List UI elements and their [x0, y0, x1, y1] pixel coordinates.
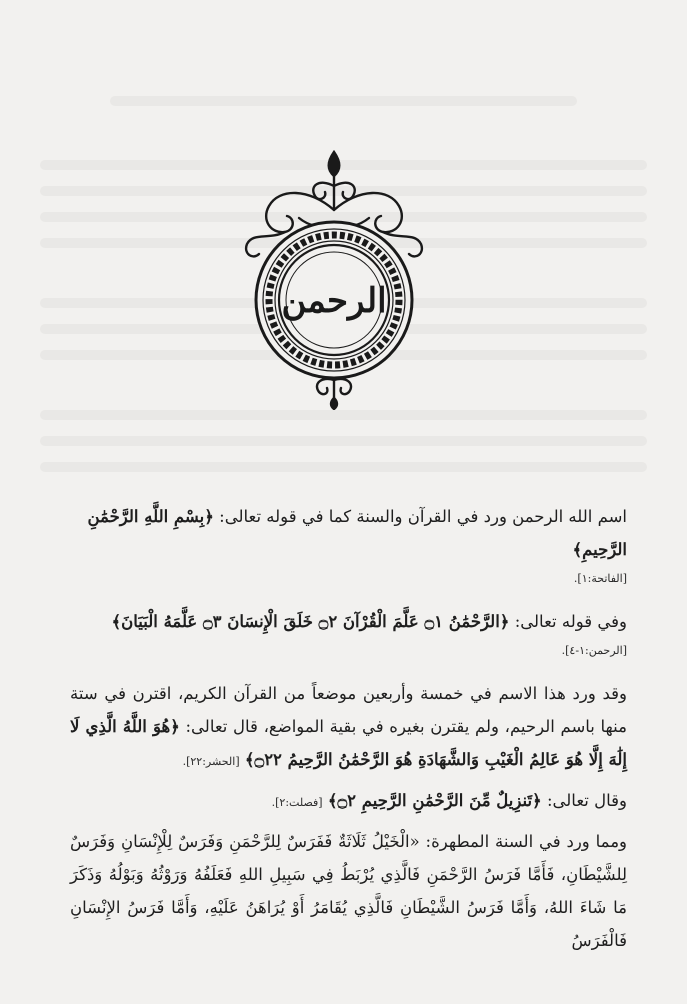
- paragraph-1-text: اسم الله الرحمن ورد في القرآن والسنة كما في قوله تعالى:: [213, 507, 627, 526]
- paragraph-4-text: وقال تعالى:: [541, 791, 627, 810]
- paragraph-3-text: وقد ورد هذا الاسم في خمسة وأربعين موضعاً من القرآن الكريم، اقترن في ستة منها باسم الرحيم، ولم يقترن بغيره في بقية المواضع، قال تعالى:: [70, 684, 627, 736]
- show-through-line: [40, 410, 647, 420]
- paragraph-2-text: وفي قوله تعالى:: [509, 612, 627, 631]
- main-text: [70, 500, 627, 957]
- paragraph-5: [70, 825, 627, 957]
- paragraph-2: [70, 605, 627, 638]
- quran-verse: ﴿هُوَ اللَّهُ الَّذِي لَا إِلَٰهَ إِلَّا هُوَ عَالِمُ الْغَيْبِ وَالشَّهَادَةِ هُوَ الرَّحْمَٰنُ الرَّحِيمُ ۝٢٢﴾: [70, 717, 627, 769]
- verse-reference: [الفاتحة:١].: [573, 572, 627, 585]
- show-through-line: [40, 436, 647, 446]
- verse-reference: [فصلت:٢].: [271, 796, 323, 809]
- reference-line: [70, 562, 627, 595]
- quran-verse: ﴿الرَّحْمَٰنُ ۝١ عَلَّمَ الْقُرْآنَ ۝٢ خَلَقَ الْإِنسَانَ ۝٣ عَلَّمَهُ الْبَيَانَ﴾: [111, 612, 510, 631]
- verse-reference: [الحشر:٢٢].: [182, 755, 240, 768]
- show-through-line: [110, 96, 577, 106]
- verse-reference: [الرحمن:١-٤].: [561, 644, 627, 657]
- quran-verse: ﴿تَنزِيلٌ مِّنَ الرَّحْمَٰنِ الرَّحِيمِ ۝٢﴾: [327, 791, 542, 810]
- ornament-title: الرحمن: [281, 281, 387, 321]
- paragraph-1: [70, 500, 627, 566]
- ornament-medallion: [239, 148, 429, 410]
- paragraph-4: [70, 784, 627, 819]
- hadith-text: ومما ورد في السنة المطهرة: «الْخَيْلُ ثَلَاثَةٌ فَفَرَسٌ لِلرَّحْمَنِ وَفَرَسٌ لِلْإِنْسَانِ وَفَرَسٌ لِلشَّيْطَانِ، فَأَمَّا فَرَسُ الرَّحْمَنِ فَالَّذِي يُرْبَطُ فِي سَبِيلِ اللهِ فَعَلَفُهُ وَرَوْثُهُ وَبَوْلُهُ وَذَكَرَ مَا شَاءَ اللهُ، وَأَمَّا فَرَسُ الشَّيْطَانِ فَالَّذِي يُقَامَرُ أَوْ يُرَاهَنُ عَلَيْهِ، وَأَمَّا فَرَسُ الإِنْسَانِ فَالْفَرَسُ: [70, 832, 627, 950]
- reference-line: [70, 634, 627, 667]
- quran-verse: ﴿بِسْمِ اللَّهِ الرَّحْمَٰنِ الرَّحِيمِ﴾: [87, 507, 627, 559]
- show-through-line: [40, 462, 647, 472]
- paragraph-3: [70, 677, 627, 778]
